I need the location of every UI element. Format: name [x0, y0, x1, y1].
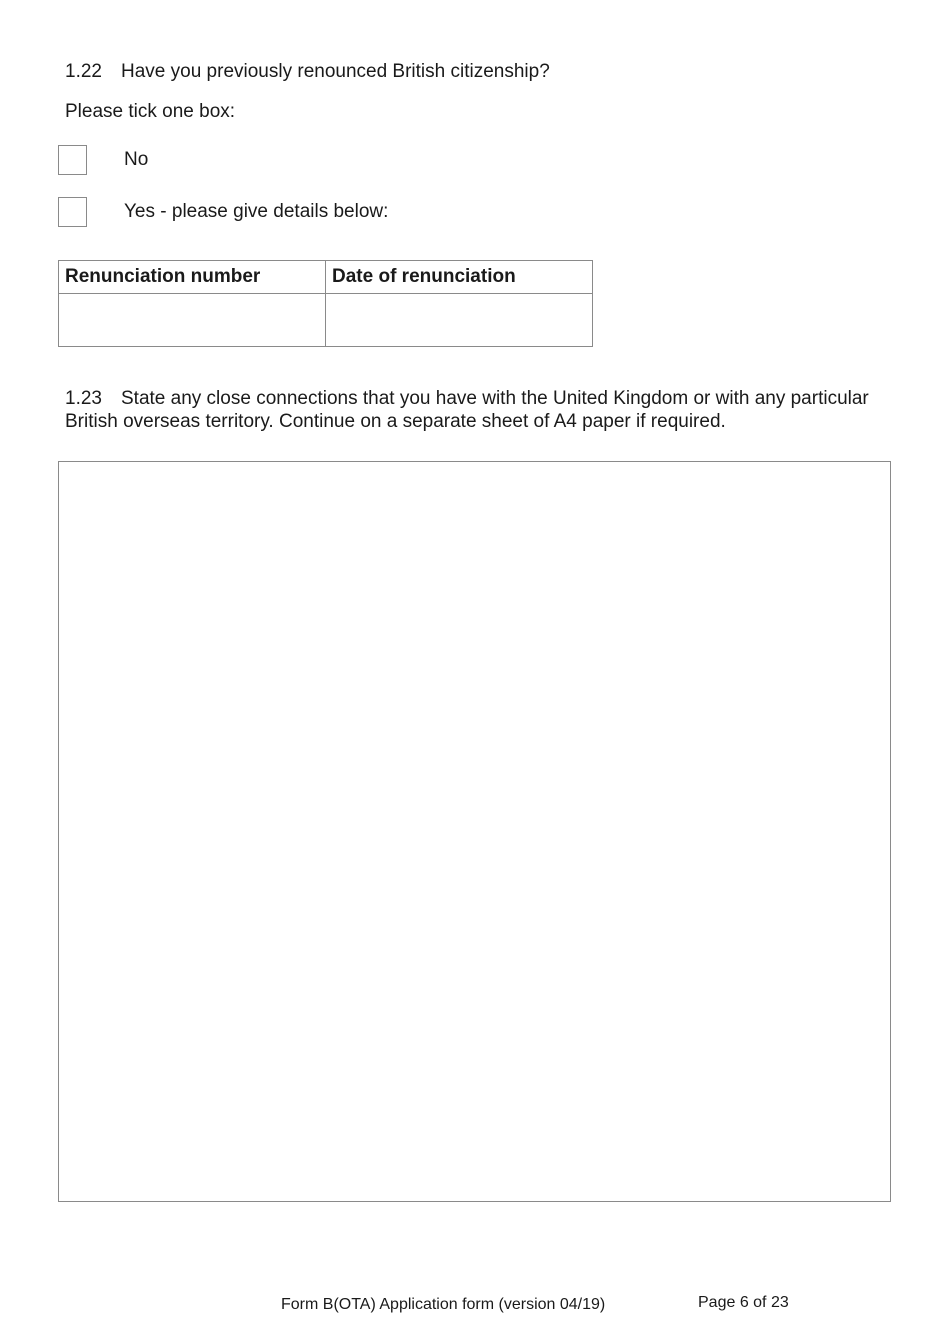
question-text-line-1: State any close connections that you have with the United Kingdom or with any particular	[121, 388, 869, 409]
question-number: 1.23	[65, 388, 102, 409]
no-option-label: No	[124, 149, 149, 170]
table-row	[59, 294, 593, 347]
renunciation-number-field[interactable]	[59, 294, 326, 347]
renunciation-number-header: Renunciation number	[59, 261, 326, 294]
renunciation-table	[58, 260, 593, 347]
page-number: Page 6 of 23	[698, 1294, 789, 1311]
close-connections-answer-box[interactable]	[58, 461, 891, 1202]
form-name-footer: Form B(OTA) Application form (version 04/19)	[281, 1296, 606, 1313]
question-1-23	[65, 387, 869, 410]
question-text: Have you previously renounced British citizenship?	[121, 61, 550, 82]
date-of-renunciation-header: Date of renunciation	[326, 261, 593, 294]
question-text-line-2: British overseas territory. Continue on a separate sheet of A4 paper if required.	[65, 411, 726, 432]
yes-checkbox[interactable]	[58, 197, 87, 227]
date-of-renunciation-field[interactable]	[326, 294, 593, 347]
yes-option-label: Yes - please give details below:	[124, 201, 389, 222]
question-number: 1.22	[65, 61, 102, 82]
question-1-22	[65, 60, 550, 83]
no-checkbox[interactable]	[58, 145, 87, 175]
table-header-row	[59, 261, 593, 294]
instruction-text: Please tick one box:	[65, 101, 236, 122]
